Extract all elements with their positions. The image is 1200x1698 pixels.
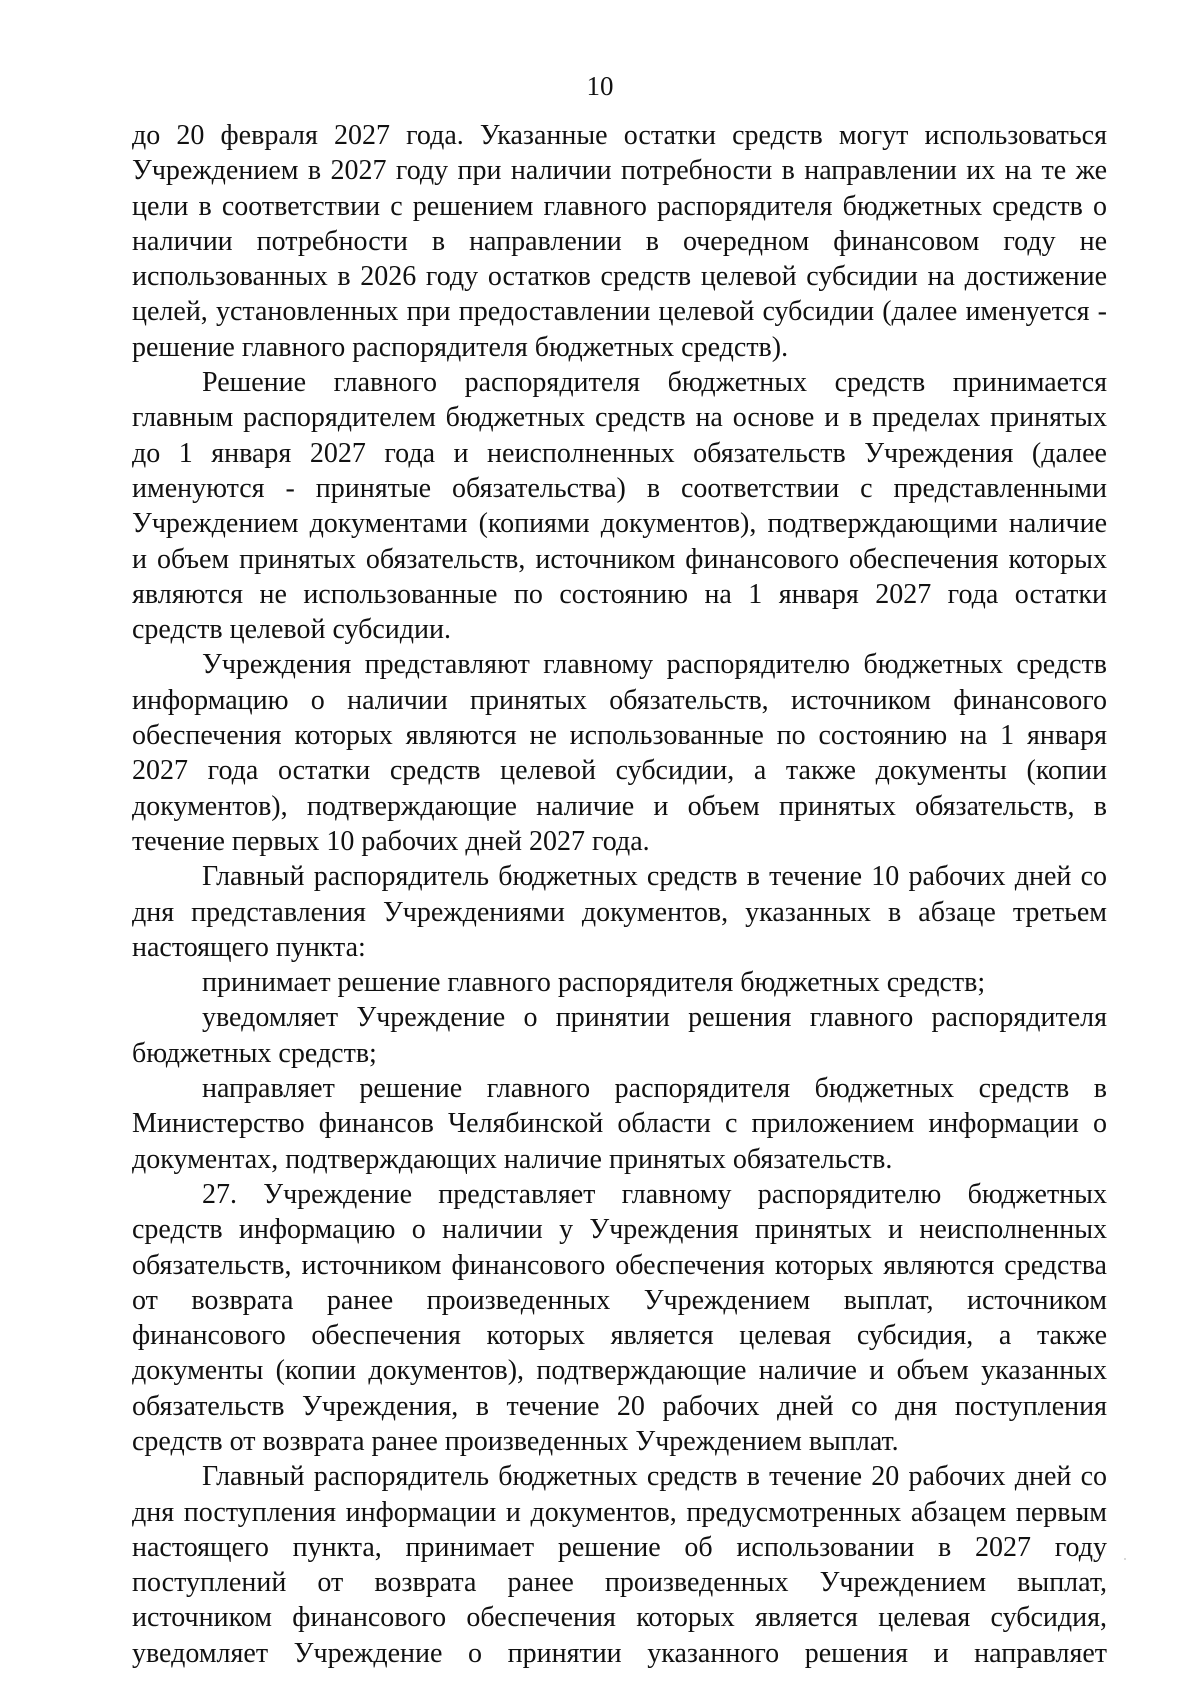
paragraph-decision: Решение главного распорядителя бюджетных средств принимается главным распорядителем бюджетных средств на основе и в пределах принятых до 1 января 2027 года и неисполненных обязательств Учреждения (далее именуются - принятые обязательства) в соответствии с представленными Учреждением документами (копиями документов), подтверждающими наличие и объем принятых обязательств, источником финансового обеспечения которых являются не использованные по состоянию на 1 января 2027 года остатки средств целевой субсидии. (132, 367, 1107, 646)
paragraph-institutions-report: Учреждения представляют главному распорядителю бюджетных средств информацию о наличии принятых обязательств, источником финансового обеспечения которых являются не использованные по состоянию на 1 января 2027 года остатки средств целевой субсидии, а также документы (копии документов), подтверждающие наличие и объем принятых обязательств, в течение первых 10 рабочих дней 2027 года. (132, 649, 1107, 857)
paragraph-main-administrator-terms: Главный распорядитель бюджетных средств в течение 10 рабочих дней со дня представления Учреждениями документов, указанных в абзаце третьем настоящего пункта: (132, 861, 1107, 963)
document-body (132, 118, 1107, 1671)
paragraph-item-27: 27. Учреждение представляет главному распорядителю бюджетных средств информацию о наличии у Учреждения принятых и неисполненных обязательств, источником финансового обеспечения которых являются средства от возврата ранее произведенных Учреждением выплат, источником финансового обеспечения которых является целевая субсидия, а также документы (копии документов), подтверждающие наличие и объем указанных обязательств Учреждения, в течение 20 рабочих дней со дня поступления средств от возврата ранее произведенных Учреждением выплат. (132, 1178, 1107, 1457)
paragraph-sends-decision: направляет решение главного распорядителя бюджетных средств в Министерство финансов Челябинской области с приложением информации о документах, подтверждающих наличие принятых обязательств. (132, 1073, 1107, 1175)
paragraph-item-27-decision: Главный распорядитель бюджетных средств в течение 20 рабочих дней со дня поступления информации и документов, предусмотренных абзацем первым настоящего пункта, принимает решение об использовании в 2027 году поступлений от возврата ранее произведенных Учреждением выплат, источником финансового обеспечения которых является целевая субсидия, уведомляет Учреждение о принятии указанного решения и направляет (132, 1461, 1107, 1669)
scan-artifact (1124, 1558, 1126, 1560)
paragraph-continuation: до 20 февраля 2027 года. Указанные остатки средств могут использоваться Учреждением в 2027 году при наличии потребности в направлении их на те же цели в соответствии с решением главного распорядителя бюджетных средств о наличии потребности в направлении в очередном финансовом году не использованных в 2026 году остатков средств целевой субсидии на достижение целей, установленных при предоставлении целевой субсидии (далее именуется - решение главного распорядителя бюджетных средств). (132, 120, 1107, 363)
paragraph-accepts-decision: принимает решение главного распорядителя бюджетных средств; (202, 967, 986, 999)
page-number: 10 (586, 71, 614, 101)
paragraph-notifies-institution: уведомляет Учреждение о принятии решения главного распорядителя бюджетных средств; (132, 1002, 1107, 1069)
